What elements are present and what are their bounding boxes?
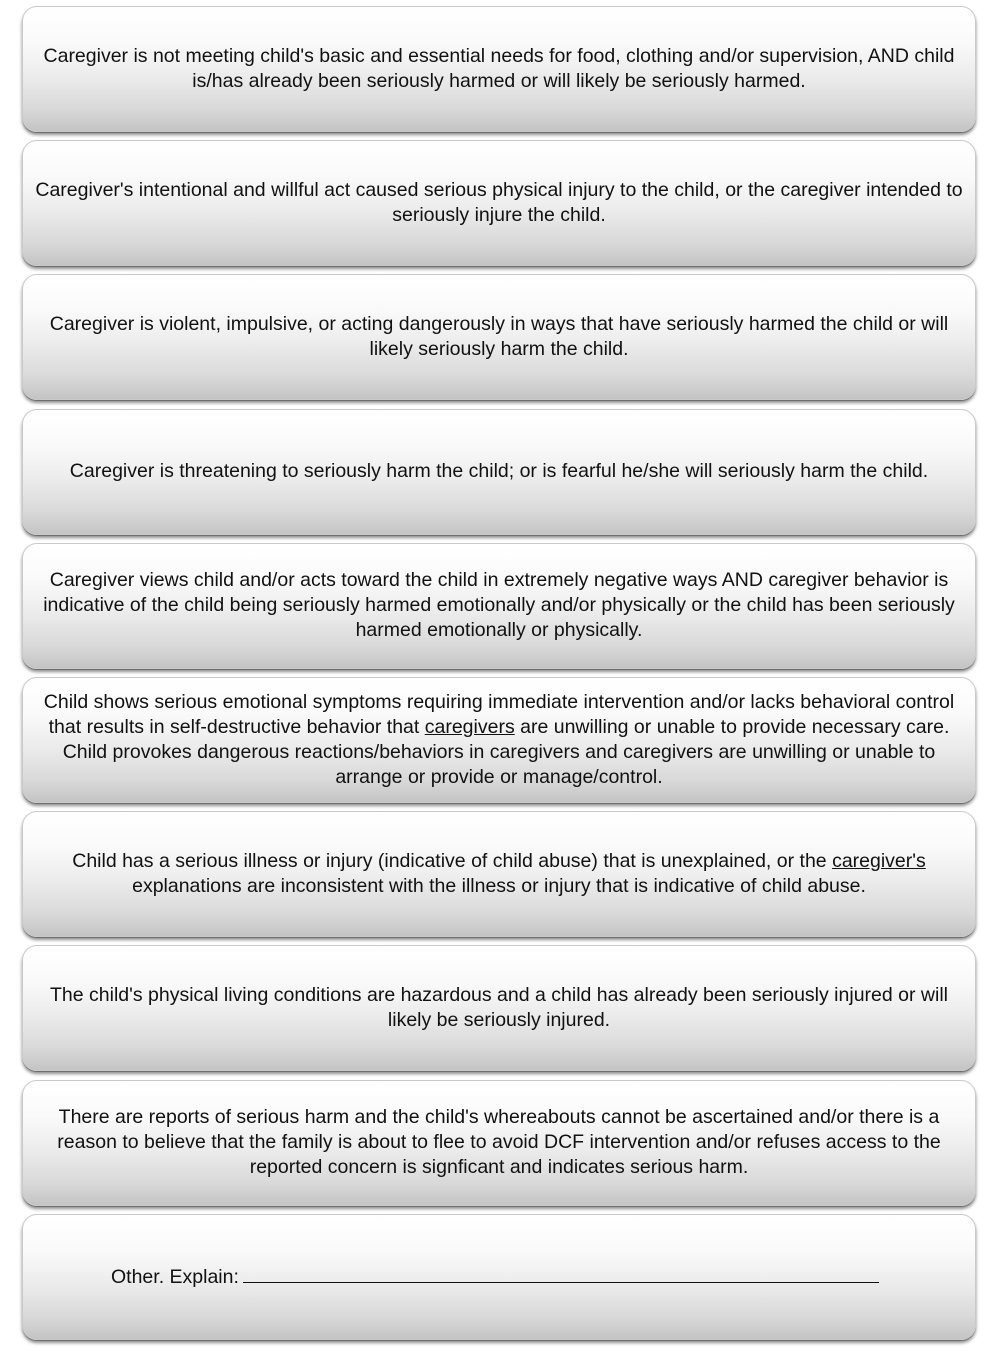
- other-label: Other. Explain:: [111, 1265, 239, 1288]
- criterion-box-violent-impulsive: [22, 274, 976, 400]
- criterion-text: Caregiver views child and/or acts toward the child in extremely negative ways AND caregiver behavior is indicative of the child being seriously harmed emotionally and/or physically or the child has been seriously harmed emotionally or physically.: [43, 569, 955, 642]
- criterion-box-unexplained-injury: [22, 811, 976, 937]
- criterion-box-neglect-supervision: [22, 6, 976, 132]
- criterion-box-negative-views: [22, 543, 976, 669]
- criterion-box-intentional-injury: [22, 140, 976, 266]
- criterion-text-part: Child shows serious emotional symptoms requiring immediate intervention and/or lacks behavioral control that results in self-destructive behavior that: [43, 690, 955, 738]
- criterion-text: [35, 849, 963, 899]
- criterion-box-hazardous-conditions: [22, 945, 976, 1071]
- criterion-box-whereabouts-unknown: [22, 1080, 976, 1206]
- danger-criteria-list: [22, 6, 976, 1348]
- criterion-text: Caregiver is violent, impulsive, or acting dangerously in ways that have seriously harmed the child or will likely seriously harm the child.: [49, 313, 949, 361]
- criterion-box-emotional-symptoms: [22, 677, 976, 803]
- criterion-underlined-term: caregivers: [424, 715, 515, 738]
- criterion-text: There are reports of serious harm and the child's whereabouts cannot be ascertained and/or there is a reason to believe that the family is about to flee to avoid DCF intervention and/or refuses access to the reported concern is signficant and indicates serious harm.: [57, 1106, 941, 1178]
- criterion-text-part: Child has a serious illness or injury (indicative of child abuse) that is unexplained, or the: [72, 850, 833, 873]
- criterion-text-part: explanations are inconsistent with the illness or injury that is indicative of child abuse.: [132, 875, 866, 898]
- criterion-text: Caregiver is not meeting child's basic and essential needs for food, clothing and/or supervision, AND child is/has already been seriously harmed or will likely be seriously harmed.: [43, 45, 955, 92]
- criterion-text: Caregiver's intentional and willful act caused serious physical injury to the child, or the caregiver intended to seriously injure the child.: [35, 179, 963, 227]
- criterion-text-part: are unwilling or unable to provide necessary care. Child provokes dangerous reactions/behaviors in caregivers and caregivers are unwilling or unable to arrange or provide or manage/control.: [62, 715, 950, 788]
- other-explain-blank[interactable]: [243, 1264, 879, 1283]
- criterion-box-threatening: [22, 409, 976, 535]
- other-row: [111, 1264, 879, 1290]
- criterion-underlined-term: caregiver's: [832, 850, 926, 873]
- criterion-text: The child's physical living conditions are hazardous and a child has already been seriously injured or will likely be seriously injured.: [50, 984, 948, 1032]
- criterion-text: Caregiver is threatening to seriously harm the child; or is fearful he/she will seriously harm the child.: [69, 460, 929, 483]
- criterion-text: [35, 690, 963, 790]
- criterion-box-other: [22, 1214, 976, 1340]
